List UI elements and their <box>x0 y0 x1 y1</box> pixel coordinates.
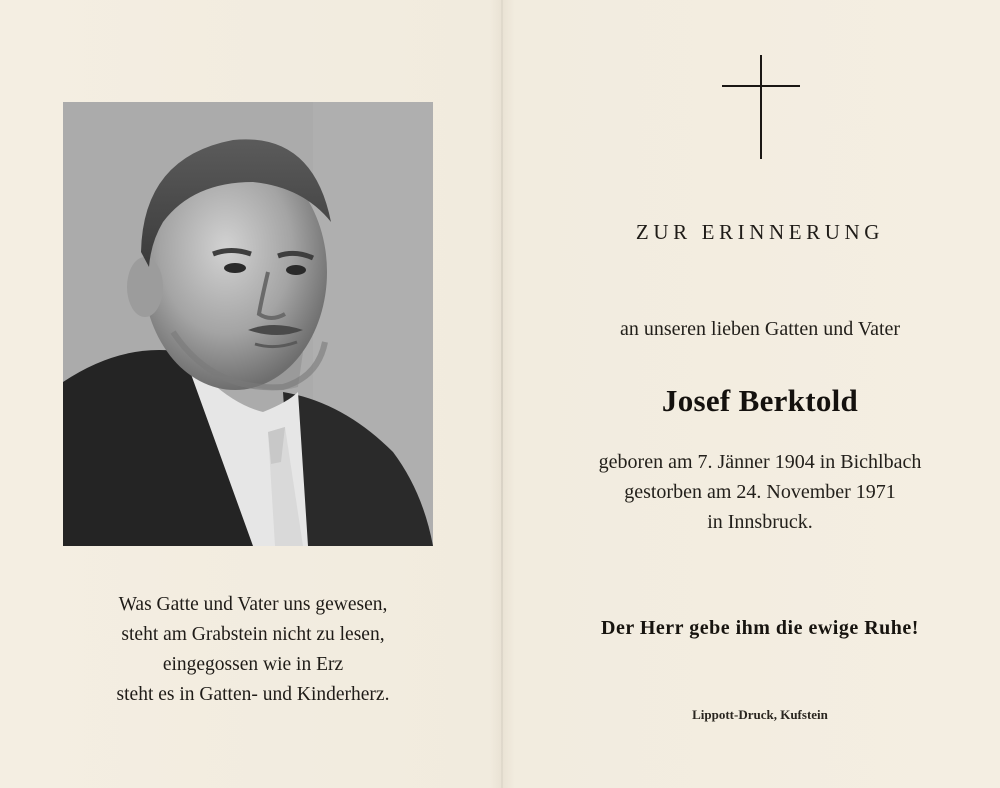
deceased-name: Josef Berktold <box>661 383 859 418</box>
death-place-line: in Innsbruck. <box>707 511 813 533</box>
portrait-photo <box>63 102 433 546</box>
card-fold <box>501 0 503 788</box>
heading-zur-erinnerung: ZUR ERINNERUNG <box>635 220 885 244</box>
poem-line: eingegossen wie in Erz <box>162 654 344 675</box>
poem-line: Was Gatte und Vater uns gewesen, <box>118 594 388 615</box>
prayer-line: Der Herr gebe ihm die ewige Ruhe! <box>601 617 919 639</box>
dedication-line: an unseren lieben Gatten und Vater <box>619 318 901 340</box>
portrait-illustration <box>63 102 433 546</box>
cross-icon <box>722 55 800 159</box>
poem-line: steht es in Gatten- und Kinderherz. <box>116 684 390 705</box>
death-line: gestorben am 24. November 1971 <box>624 481 896 503</box>
birth-line: geboren am 7. Jänner 1904 in Bichlbach <box>598 451 922 473</box>
poem-line: steht am Grabstein nicht zu lesen, <box>121 624 385 645</box>
memorial-poem <box>63 590 443 710</box>
printer-credit: Lippott-Druck, Kufstein <box>692 707 828 722</box>
